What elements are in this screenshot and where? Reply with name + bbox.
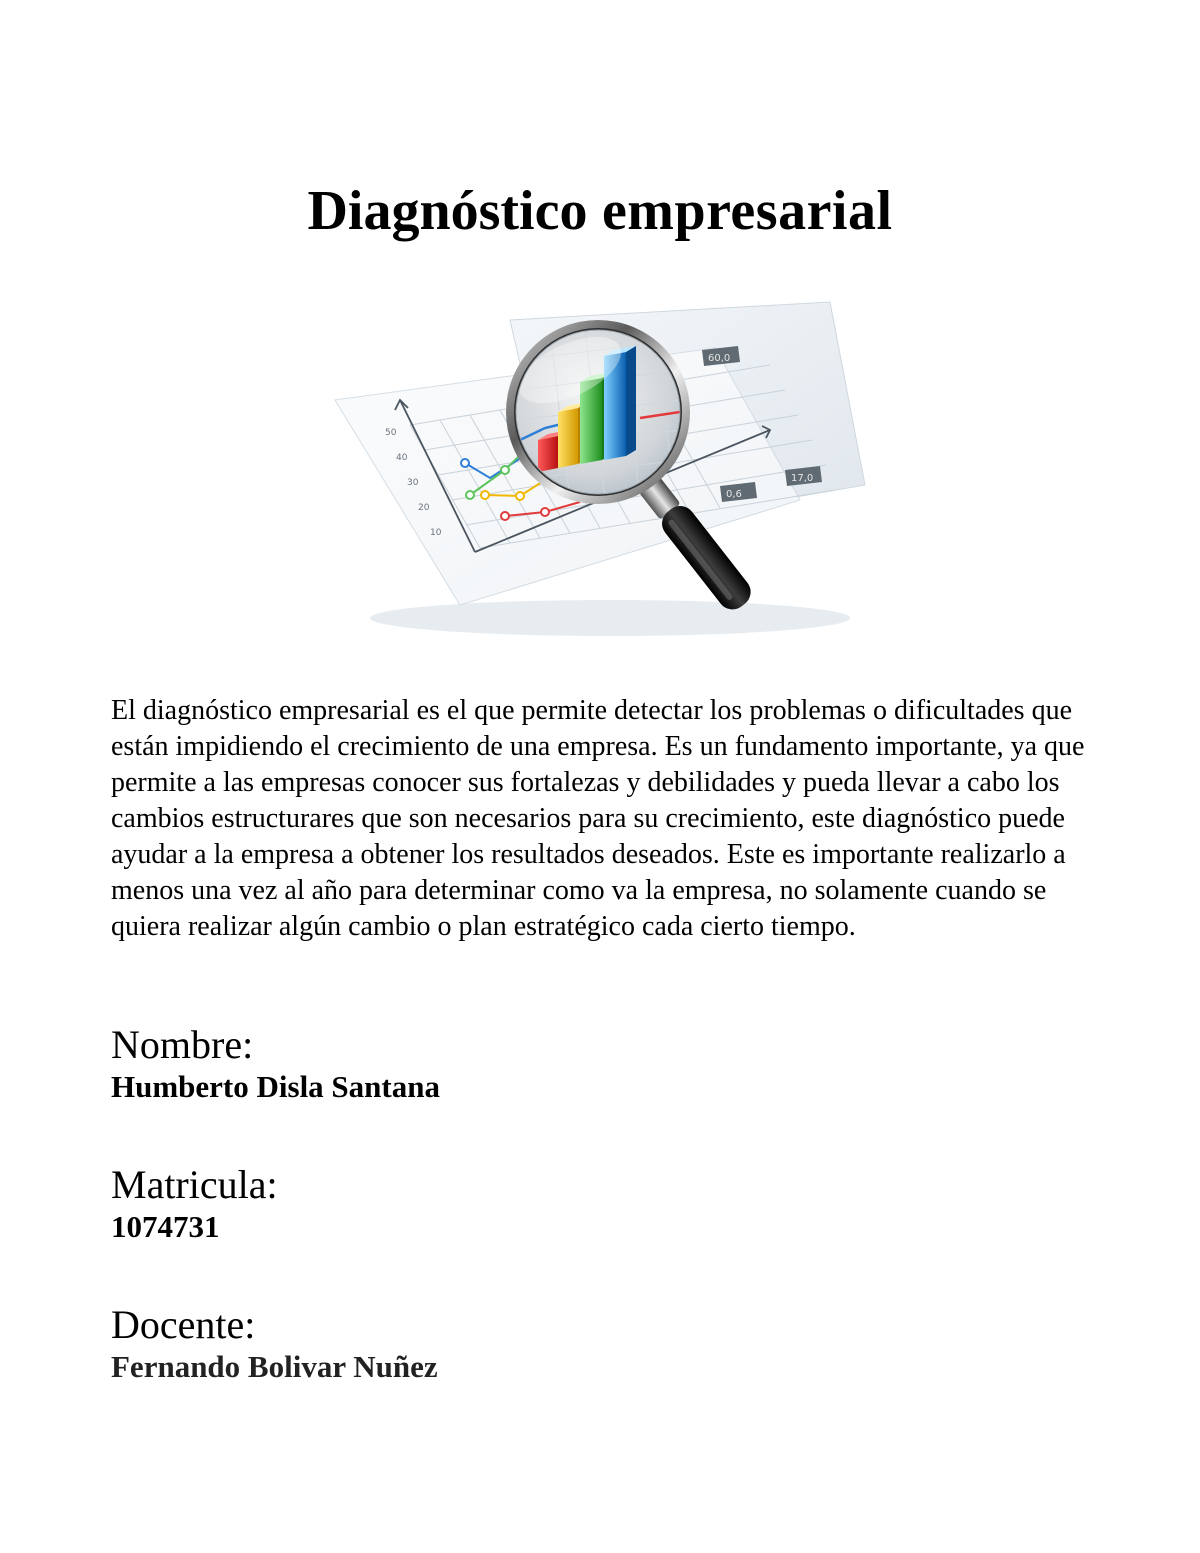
paper-label: 0,6: [726, 489, 742, 500]
axis-tick: 30: [407, 478, 419, 488]
title-main: Diagnóstico: [307, 180, 588, 242]
page-title: [0, 178, 1200, 244]
magnifying-glass-chart-icon: [330, 300, 870, 645]
docente-value: Fernando Bolivar Nuñez: [111, 1349, 438, 1384]
paper-label: 60,0: [708, 353, 731, 364]
axis-tick: 20: [418, 503, 430, 513]
matricula-label: Matricula:: [111, 1162, 278, 1207]
axis-tick: 50: [385, 428, 397, 438]
matricula-value: 1074731: [111, 1209, 220, 1244]
axis-tick: 10: [430, 528, 442, 538]
docente-label: Docente:: [111, 1302, 256, 1347]
axis-tick: 40: [396, 453, 408, 463]
paper-label: 17,0: [791, 473, 814, 484]
body-paragraph: El diagnóstico empresarial es el que permite detectar los problemas o dificultades que están impidiendo el crecimiento de una empresa. Es un fundamento importante, ya que permite a las empresas conocer sus fortalezas y debilidades y pueda llevar a cabo los cambios estructurares que son necesarios para su crecimiento, este diagnóstico puede ayudar a la empresa a obtener los resultados deseados. Este es importante realizarlo a menos una vez al año para determinar como va la empresa, no solamente cuando se quiera realizar algún cambio o plan estratégico cada cierto tiempo.: [111, 695, 1085, 942]
nombre-label: Nombre:: [111, 1022, 254, 1067]
nombre-value: Humberto Disla Santana: [111, 1069, 440, 1104]
title-rest: empresarial: [587, 180, 893, 242]
